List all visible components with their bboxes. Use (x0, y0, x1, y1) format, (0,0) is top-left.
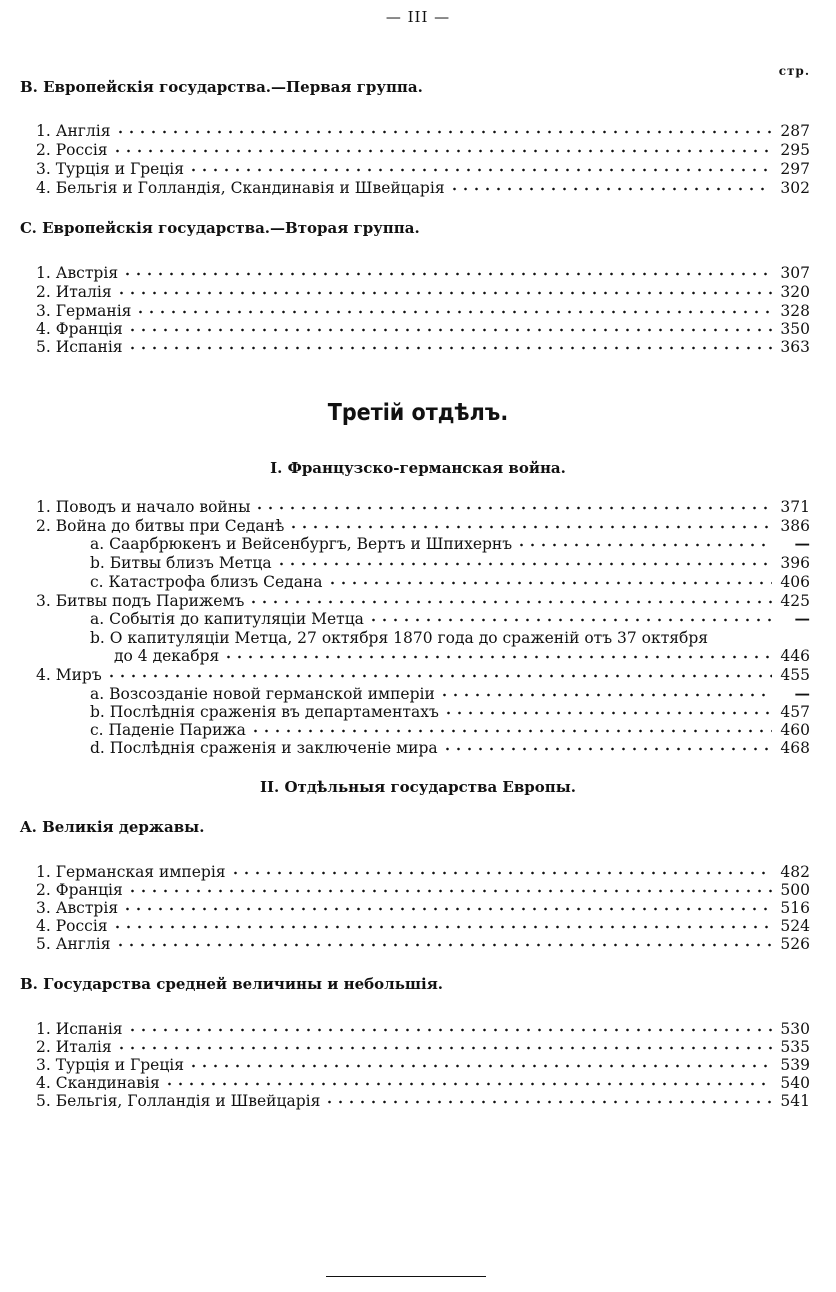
toc-entry-label: a. Саарбрюкенъ и Вейсенбургъ, Вертъ и Шпихернъ (90, 535, 513, 553)
dot-leader (443, 708, 772, 718)
toc-entry[interactable] (36, 496, 810, 516)
toc-page-number: 425 (780, 592, 810, 610)
toc-entry-label: 5. Англія (36, 935, 111, 953)
toc-entry-label: 5. Испанія (36, 338, 123, 356)
toc-page-number: — (794, 684, 810, 703)
dot-leader (288, 522, 772, 532)
toc-entry-label: 1. Германская имперія (36, 863, 226, 881)
toc-entry-label: 1. Англія (36, 122, 111, 140)
dot-leader (115, 940, 773, 950)
toc-subentry[interactable] (90, 552, 810, 572)
toc-entry-label: 1. Испанія (36, 1020, 123, 1038)
toc-page-number: 307 (780, 264, 810, 282)
toc-page-number: 295 (780, 141, 810, 159)
toc-entry-label: 1. Поводъ и начало войны (36, 498, 251, 516)
toc-subentry[interactable] (90, 683, 810, 703)
dot-leader (248, 597, 772, 607)
toc-entry-label: 4. Бельгія и Голландія, Скандинавія и Швейцарія (36, 179, 445, 197)
dot-leader (122, 904, 772, 914)
toc-entry-label: 5. Бельгія, Голландія и Швейцарія (36, 1092, 321, 1110)
toc-entry[interactable] (36, 281, 810, 301)
dot-leader (230, 868, 772, 878)
toc-entry[interactable] (36, 120, 810, 140)
toc-entry-label: b. О капитуляціи Метца, 27 октября 1870 года до сраженій отъ 37 октября (90, 629, 709, 647)
dot-leader (164, 1079, 772, 1089)
dot-leader (112, 922, 772, 932)
toc-entry-label: 2. Италія (36, 283, 112, 301)
toc-entry[interactable] (36, 590, 810, 610)
dot-leader (127, 886, 772, 896)
toc-page-number: 371 (780, 498, 810, 516)
toc-entry-label: a. Событія до капитуляціи Метца (90, 610, 364, 628)
toc-page-number: 287 (780, 122, 810, 140)
dot-leader (516, 540, 772, 550)
toc-page-number: 530 (780, 1020, 810, 1038)
dot-leader (188, 165, 772, 175)
dot-leader (449, 184, 772, 194)
toc-entry-label: 2. Россія (36, 141, 108, 159)
page-column-label: стр. (778, 64, 810, 78)
dot-leader (254, 503, 772, 513)
toc-entry[interactable] (36, 318, 810, 338)
toc-subentry[interactable] (90, 627, 810, 647)
dot-leader (439, 690, 772, 700)
toc-page-number: 540 (780, 1074, 810, 1092)
toc-entry[interactable] (36, 915, 810, 935)
toc-entry-label: 3. Германія (36, 302, 132, 320)
part-title: Третій отдѣлъ. (327, 400, 509, 426)
toc-page-number: 302 (780, 179, 810, 197)
toc-entry[interactable] (36, 177, 810, 197)
toc-subentry[interactable] (90, 533, 810, 553)
dot-leader (115, 127, 773, 137)
page-number: — III — (385, 8, 451, 26)
toc-entry[interactable] (36, 139, 810, 159)
toc-subentry[interactable] (90, 737, 810, 757)
section-heading-franco-prussian-war: I. Французско-германская война. (270, 459, 566, 477)
toc-entry-label: 3. Австрія (36, 899, 119, 917)
toc-page-number: 460 (780, 721, 810, 739)
toc-entry[interactable] (36, 664, 810, 684)
toc-page-number: 468 (780, 739, 810, 757)
toc-entry-label: до 4 декабря (114, 647, 220, 665)
toc-entry-label: 4. Скандинавія (36, 1074, 160, 1092)
toc-entry[interactable] (36, 300, 810, 320)
toc-entry[interactable] (36, 262, 810, 282)
toc-entry-label: 3. Турція и Греція (36, 160, 185, 178)
toc-page-number: 539 (780, 1056, 810, 1074)
toc-entry[interactable] (36, 879, 810, 899)
toc-entry-label: 3. Турція и Греція (36, 1056, 185, 1074)
end-rule (326, 1276, 486, 1277)
toc-entry-label: a. Возсозданіе новой германской имперіи (90, 685, 435, 703)
toc-entry-label: 1. Австрія (36, 264, 119, 282)
toc-subentry[interactable] (90, 571, 810, 591)
section-heading-c-second-group: C. Европейскія государства.—Вторая группа. (20, 219, 420, 237)
toc-entry[interactable] (36, 336, 810, 356)
toc-entry-label: 4. Миръ (36, 666, 102, 684)
toc-page-number: 500 (780, 881, 810, 899)
toc-entry[interactable] (36, 933, 810, 953)
toc-page-number: 541 (780, 1092, 810, 1110)
toc-entry[interactable] (36, 515, 810, 535)
section-heading-b-first-group: B. Европейскія государства.—Первая группа. (20, 78, 423, 96)
dot-leader (135, 307, 772, 317)
toc-entry[interactable] (36, 1036, 810, 1056)
toc-page-number: 482 (780, 863, 810, 881)
toc-subentry-continuation[interactable] (114, 645, 810, 665)
toc-entry-label: c. Катастрофа близъ Седана (90, 573, 323, 591)
toc-subentry[interactable] (90, 608, 810, 628)
toc-entry[interactable] (36, 861, 810, 881)
toc-entry-label: d. Послѣднія сраженія и заключеніе мира (90, 739, 438, 757)
dot-leader (223, 652, 772, 662)
dot-leader (368, 615, 772, 625)
toc-page-number: 328 (780, 302, 810, 320)
toc-page-number: 350 (780, 320, 810, 338)
dot-leader (122, 269, 772, 279)
dot-leader (127, 325, 772, 335)
toc-page-number: 446 (780, 647, 810, 665)
section-heading-european-states: II. Отдѣльныя государства Европы. (260, 778, 576, 796)
toc-entry-label: 3. Битвы подъ Парижемъ (36, 592, 245, 610)
toc-entry[interactable] (36, 158, 810, 178)
toc-page-number: 524 (780, 917, 810, 935)
toc-subentry[interactable] (90, 719, 810, 739)
toc-entry[interactable] (36, 1090, 810, 1110)
toc-entry-label: 4. Франція (36, 320, 123, 338)
toc-entry[interactable] (36, 1054, 810, 1074)
dot-leader (106, 671, 772, 681)
toc-page-number: 396 (780, 554, 810, 572)
toc-entry-label: b. Послѣднія сраженія въ департаментахъ (90, 703, 439, 721)
dot-leader (116, 1043, 772, 1053)
dot-leader (116, 288, 772, 298)
toc-entry-label: 4. Россія (36, 917, 108, 935)
toc-entry-label: c. Паденіе Парижа (90, 721, 246, 739)
dot-leader (127, 343, 772, 353)
dot-leader (276, 559, 772, 569)
toc-page-number: 320 (780, 283, 810, 301)
toc-page-number: 297 (780, 160, 810, 178)
toc-entry-label: 2. Франція (36, 881, 123, 899)
dot-leader (324, 1097, 772, 1107)
dot-leader (250, 726, 772, 736)
dot-leader (442, 744, 772, 754)
toc-page-number: — (794, 609, 810, 628)
toc-subentry[interactable] (90, 701, 810, 721)
toc-page-number: 386 (780, 517, 810, 535)
toc-page-number: 526 (780, 935, 810, 953)
dot-leader (127, 1025, 772, 1035)
toc-entry-label: b. Битвы близъ Метца (90, 554, 272, 572)
toc-entry[interactable] (36, 1018, 810, 1038)
toc-page-number: 406 (780, 573, 810, 591)
toc-entry[interactable] (36, 1072, 810, 1092)
toc-page-number: 363 (780, 338, 810, 356)
toc-entry[interactable] (36, 897, 810, 917)
dot-leader (112, 146, 772, 156)
dot-leader (327, 578, 772, 588)
toc-page-number: 535 (780, 1038, 810, 1056)
dot-leader (188, 1061, 772, 1071)
toc-page-number: 455 (780, 666, 810, 684)
toc-entry-label: 2. Война до битвы при Седанѣ (36, 517, 285, 535)
toc-page-number: — (794, 534, 810, 553)
section-heading-medium-states: B. Государства средней величины и небольшія. (20, 975, 444, 993)
section-heading-great-powers: A. Великія державы. (20, 818, 205, 836)
toc-page-number: 516 (780, 899, 810, 917)
toc-entry-label: 2. Италія (36, 1038, 112, 1056)
toc-page-number: 457 (780, 703, 810, 721)
